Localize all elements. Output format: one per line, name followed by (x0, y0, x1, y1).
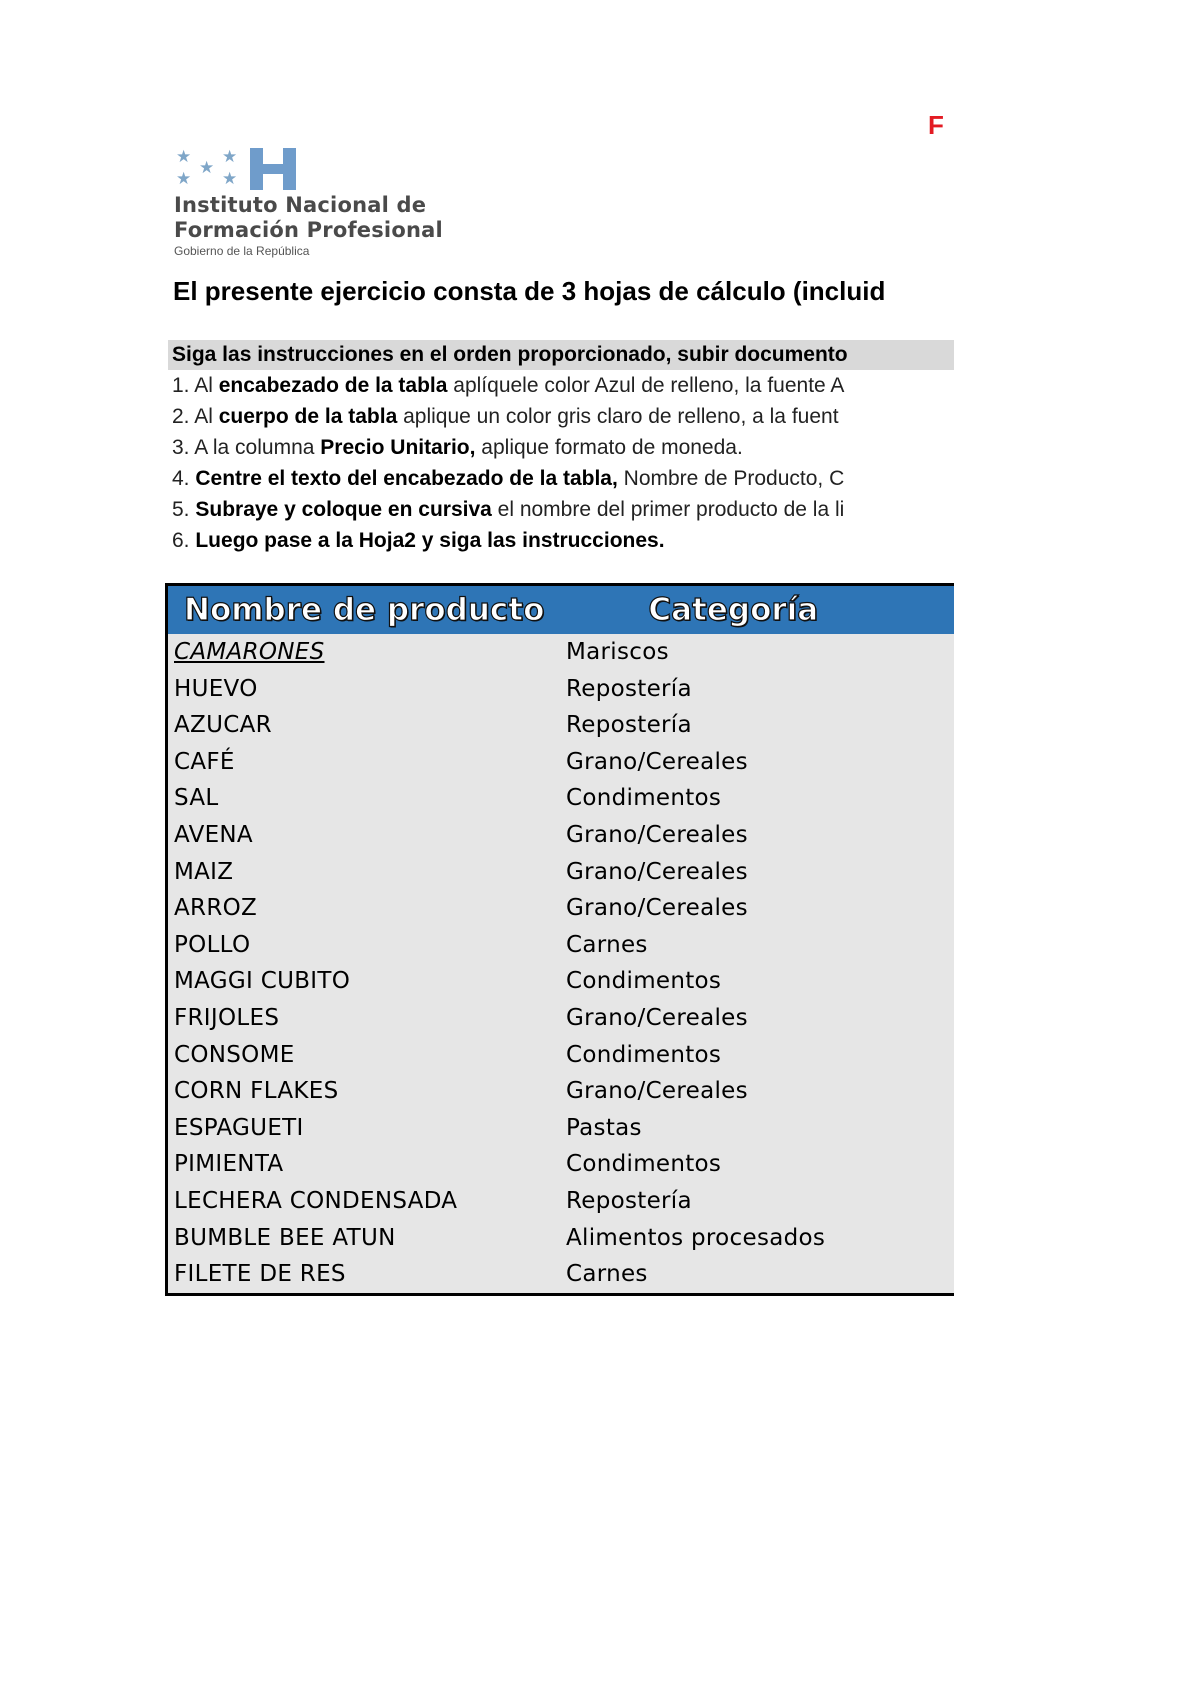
instructions-header: Siga las instrucciones en el orden proporcionado, subir documento (168, 340, 954, 370)
table-row (168, 634, 954, 671)
table-row (168, 1037, 954, 1074)
instruction-item: 4. Centre el texto del encabezado de la tabla, Nombre de Producto, C (172, 467, 845, 490)
category-cell[interactable]: Alimentos procesados (566, 1224, 826, 1251)
product-name-cell[interactable]: FRIJOLES (174, 1004, 280, 1031)
table-row (168, 1146, 954, 1183)
category-cell[interactable]: Grano/Cereales (566, 1078, 748, 1105)
category-cell[interactable]: Condimentos (566, 1151, 722, 1178)
table-row (168, 1110, 954, 1147)
product-name-cell[interactable]: CORN FLAKES (174, 1078, 339, 1105)
instruction-item: 5. Subraye y coloque en cursiva el nombre del primer producto de la li (172, 498, 845, 521)
star-icon: ★ (176, 147, 192, 166)
table-row (168, 1220, 954, 1257)
product-name-cell[interactable]: CAMARONES (174, 639, 325, 665)
table-row (168, 817, 954, 854)
category-cell[interactable]: Carnes (566, 1261, 648, 1288)
category-cell[interactable]: Repostería (566, 1187, 692, 1214)
table-row (168, 1183, 954, 1220)
category-cell[interactable]: Grano/Cereales (566, 1004, 748, 1031)
product-name-cell[interactable]: MAIZ (174, 858, 234, 885)
category-cell[interactable]: Grano/Cereales (566, 858, 748, 885)
product-name-cell[interactable]: SAL (174, 785, 219, 812)
table-row (168, 780, 954, 817)
corner-letter: F (928, 110, 944, 140)
table-row (168, 927, 954, 964)
table-row (168, 671, 954, 708)
logo-text-line2: Formación Profesional (174, 218, 443, 242)
h-letter-icon (250, 148, 296, 190)
product-name-cell[interactable]: MAGGI CUBITO (174, 968, 351, 995)
product-name-cell[interactable]: CONSOME (174, 1041, 295, 1068)
product-name-cell[interactable]: LECHERA CONDENSADA (174, 1187, 458, 1214)
product-name-cell[interactable]: AZUCAR (174, 712, 272, 739)
product-name-cell[interactable]: HUEVO (174, 675, 258, 702)
table-row (168, 854, 954, 891)
logo-text-line3: Gobierno de la República (174, 244, 310, 258)
category-cell[interactable]: Condimentos (566, 785, 722, 812)
category-cell[interactable]: Carnes (566, 931, 648, 958)
category-cell[interactable]: Grano/Cereales (566, 748, 748, 775)
instruction-item: 2. Al cuerpo de la tabla aplique un color gris claro de relleno, a la fuent (172, 405, 839, 428)
star-icon: ★ (222, 147, 238, 166)
column-header-category[interactable]: Categoría (648, 592, 819, 628)
product-name-cell[interactable]: ARROZ (174, 895, 258, 922)
product-table (165, 583, 954, 1296)
table-row (168, 744, 954, 781)
logo-text-line1: Instituto Nacional de (174, 193, 427, 217)
star-icon: ★ (222, 169, 238, 188)
star-icon: ★ (199, 158, 215, 177)
table-header-row (168, 586, 954, 634)
category-cell[interactable]: Condimentos (566, 1041, 722, 1068)
instruction-item: 6. Luego pase a la Hoja2 y siga las instrucciones. (172, 529, 665, 552)
column-header-product-name[interactable]: Nombre de producto (184, 592, 545, 628)
instruction-item: 3. A la columna Precio Unitario, aplique formato de moneda. (172, 436, 743, 459)
table-row (168, 963, 954, 1000)
star-icon: ★ (176, 169, 192, 188)
instructions-block (168, 340, 954, 556)
category-cell[interactable]: Grano/Cereales (566, 821, 748, 848)
product-name-cell[interactable]: POLLO (174, 931, 251, 958)
table-row (168, 890, 954, 927)
category-cell[interactable]: Repostería (566, 675, 692, 702)
instruction-item: 1. Al encabezado de la tabla aplíquele color Azul de relleno, la fuente A (172, 374, 845, 397)
product-name-cell[interactable]: CAFÉ (174, 748, 235, 775)
table-row (168, 707, 954, 744)
category-cell[interactable]: Mariscos (566, 639, 669, 665)
product-name-cell[interactable]: ESPAGUETI (174, 1114, 304, 1141)
product-name-cell[interactable]: FILETE DE RES (174, 1261, 346, 1288)
table-row (168, 1256, 954, 1293)
category-cell[interactable]: Pastas (566, 1114, 642, 1141)
category-cell[interactable]: Condimentos (566, 968, 722, 995)
product-name-cell[interactable]: AVENA (174, 821, 253, 848)
product-name-cell[interactable]: PIMIENTA (174, 1151, 284, 1178)
category-cell[interactable]: Repostería (566, 712, 692, 739)
logo-emblem (174, 146, 304, 192)
table-body (168, 634, 954, 1296)
product-name-cell[interactable]: BUMBLE BEE ATUN (174, 1224, 396, 1251)
table-row (168, 1073, 954, 1110)
category-cell[interactable]: Grano/Cereales (566, 895, 748, 922)
institution-logo (174, 146, 494, 256)
exercise-heading: El presente ejercicio consta de 3 hojas de cálculo (incluid (173, 276, 886, 306)
table-row (168, 1000, 954, 1037)
